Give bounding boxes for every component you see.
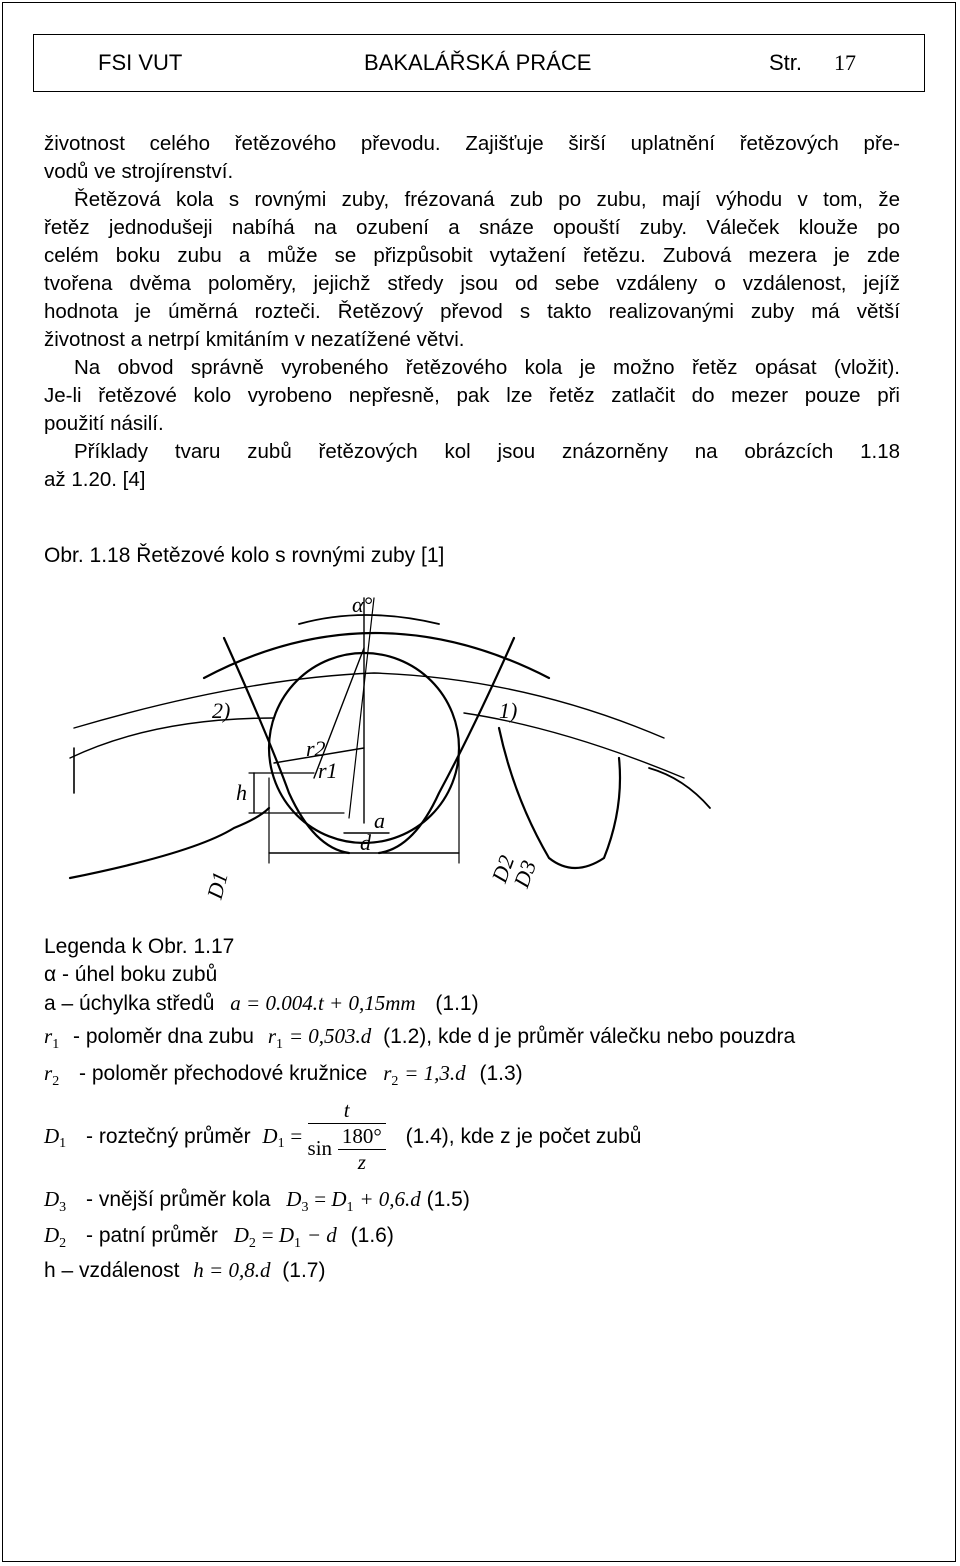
figure-caption: Obr. 1.18 Řetězové kolo s rovnými zuby [1] xyxy=(44,544,445,567)
header-title: BAKALÁŘSKÁ PRÁCE xyxy=(364,50,592,75)
label-d: d xyxy=(360,830,371,855)
body-line: Na obvod správně vyrobeného řetězového kola je možno řetěz opásat (vložit). xyxy=(74,356,900,379)
legend-D1-inner-fraction xyxy=(338,1124,386,1175)
legend-row-r2 xyxy=(44,1061,523,1090)
legend-row-h xyxy=(44,1258,325,1283)
legend-a-num: (1.1) xyxy=(435,992,479,1015)
label-alpha: α° xyxy=(352,592,373,617)
legend-row-D2 xyxy=(44,1223,394,1252)
legend-r1-sub: 1 xyxy=(52,1037,60,1053)
legend-D1-180: 180° xyxy=(338,1124,386,1150)
body-text xyxy=(44,130,900,494)
legend-D2-equals: = xyxy=(261,1223,279,1247)
legend-D2-D1: D xyxy=(278,1223,295,1247)
legend-D2-symbol: D xyxy=(44,1223,60,1247)
legend-D2-symbol-2: D xyxy=(233,1223,249,1247)
body-line: použití násilí. xyxy=(44,412,164,435)
legend-D3-D1-sub: 1 xyxy=(346,1200,354,1216)
legend-r1-num: (1.2), kde d je průměr válečku nebo pouzdra xyxy=(383,1025,796,1048)
circle-D1 xyxy=(70,718,274,758)
legend-h-text: h – vzdálenost xyxy=(44,1259,180,1282)
body-line: životnost celého řetězového převodu. Zajišťuje širší uplatnění řetězových pře- xyxy=(44,132,900,155)
legend-a-formula: a = 0.004.t + 0,15mm xyxy=(230,991,416,1015)
legend-D1-sub-2: 1 xyxy=(277,1136,285,1152)
label-D3: D3 xyxy=(508,856,542,891)
legend-alpha: α - úhel boku zubů xyxy=(44,963,218,986)
legend-D3-num: (1.5) xyxy=(426,1188,470,1211)
header-faculty: FSI VUT xyxy=(98,50,183,75)
label-h: h xyxy=(236,780,247,805)
right-tooth-flank xyxy=(379,638,514,853)
far-right-tooth xyxy=(649,768,710,808)
legend-D1-text: - roztečný průměr xyxy=(86,1124,251,1148)
body-line: hodnota je úměrná rozteči. Řetězový převod s takto realizovanými zuby má větší xyxy=(44,300,900,323)
legend-D1-z: z xyxy=(357,1150,366,1174)
legend-D2-sub-2: 2 xyxy=(248,1236,256,1252)
legend-D3-D1: D xyxy=(331,1187,347,1211)
legend-D1-ref: (1.4), kde z je počet zubů xyxy=(405,1124,642,1148)
label-mark-1: 1) xyxy=(499,698,518,723)
pitch-arc xyxy=(204,633,549,678)
legend-D1-numerator: t xyxy=(308,1098,386,1124)
legend-D3-text: - vnější průměr kola xyxy=(86,1188,271,1211)
legend-D1-sin: sin xyxy=(307,1136,333,1161)
legend-D3-equals: = xyxy=(314,1187,332,1211)
legend-row-r1 xyxy=(44,1024,795,1053)
body-line: řetěz jednodušeji nabíhá na ozubení a snáze opouští zuby. Váleček klouže po xyxy=(44,216,900,239)
sprocket-tooth-drawing xyxy=(44,578,716,910)
label-r2: r2 xyxy=(306,736,326,761)
legend-r2-sub-2: 2 xyxy=(391,1074,399,1090)
center-line-2 xyxy=(349,598,374,818)
label-mark-2: 2) xyxy=(212,698,231,723)
legend-r1-symbol-2: r xyxy=(267,1024,277,1048)
legend-D1-equals: = xyxy=(290,1124,308,1148)
legend-D1-fraction xyxy=(308,1098,386,1175)
legend-r2-text: - poloměr přechodové kružnice xyxy=(79,1062,368,1085)
legend-D2-D1-sub: 1 xyxy=(294,1236,302,1252)
legend-r2-formula: = 1,3.d xyxy=(404,1061,466,1085)
body-line: Řetězová kola s rovnými zuby, frézovaná zub po zubu, mají výhodu v tom, že xyxy=(74,188,900,211)
legend-r2-sub: 2 xyxy=(52,1074,60,1090)
legend-D2-text: - patní průměr xyxy=(86,1224,218,1247)
page-header xyxy=(33,34,925,92)
body-line: až 1.20. [4] xyxy=(44,468,146,491)
legend-r2-symbol-2: r xyxy=(383,1061,392,1085)
legend-title: Legenda k Obr. 1.17 xyxy=(44,935,235,958)
left-tooth xyxy=(70,808,269,878)
legend-a-text: a – úchylka středů xyxy=(44,992,215,1015)
label-D1: D1 xyxy=(201,869,233,902)
legend-r1-symbol: r xyxy=(44,1024,53,1048)
legend-r1-sub-2: 1 xyxy=(276,1037,284,1053)
legend-D1-symbol: D xyxy=(44,1124,60,1148)
legend-D3-sub-2: 3 xyxy=(301,1200,309,1216)
legend-r2-symbol: r xyxy=(44,1061,53,1085)
legend-r2-num: (1.3) xyxy=(479,1062,523,1085)
legend-D2-num: (1.6) xyxy=(350,1224,394,1247)
legend-D1-symbol-2: D xyxy=(262,1124,278,1148)
legend-h-formula: h = 0,8.d xyxy=(193,1258,271,1282)
legend-h-num: (1.7) xyxy=(282,1259,326,1282)
header-page-label: Str. xyxy=(769,50,803,75)
legend-D1-sub: 1 xyxy=(59,1136,67,1152)
legend-r1-formula: = 0,503.d xyxy=(288,1024,372,1048)
legend-D2-formula: − d xyxy=(306,1223,337,1247)
legend-row-D1 xyxy=(44,1098,641,1175)
legend-row-D3 xyxy=(44,1187,470,1216)
body-line: celém boku zubu a může se přizpůsobit vytažení řetězu. Zubová mezera je zde xyxy=(44,244,900,267)
legend-D1-denominator xyxy=(308,1124,386,1175)
legend-r1-text: - poloměr dna zubu xyxy=(73,1025,254,1048)
legend-D3-symbol-2: D xyxy=(286,1187,302,1211)
body-line: Příklady tvaru zubů řetězových kol jsou znázorněny na obrázcích 1.18 xyxy=(74,440,900,463)
label-D2: D2 xyxy=(486,851,520,886)
legend-row-a xyxy=(44,991,479,1016)
body-line: vodů ve strojírenství. xyxy=(44,160,234,183)
header-page-number: 17 xyxy=(834,50,856,75)
legend-D2-sub: 2 xyxy=(59,1236,67,1252)
legend-D3-formula: + 0,6.d xyxy=(359,1187,421,1211)
body-line: tvořena dvěma poloměry, jejichž středy jsou od sebe vzdáleny o vzdálenost, jejíž xyxy=(44,272,900,295)
body-line: Je-li řetězové kolo vyrobeno nepřesně, pak lze řetěz zatlačit do mezer pouze při xyxy=(44,384,900,407)
legend-D3-sub: 3 xyxy=(59,1200,67,1216)
legend-D3-symbol: D xyxy=(44,1187,60,1211)
label-r1: r1 xyxy=(318,758,338,783)
body-line: životnost a netrpí kmitáním v nezatížené větvi. xyxy=(44,328,465,351)
right-tooth xyxy=(499,728,620,868)
left-tooth-flank xyxy=(224,638,349,853)
label-a: a xyxy=(374,808,385,833)
